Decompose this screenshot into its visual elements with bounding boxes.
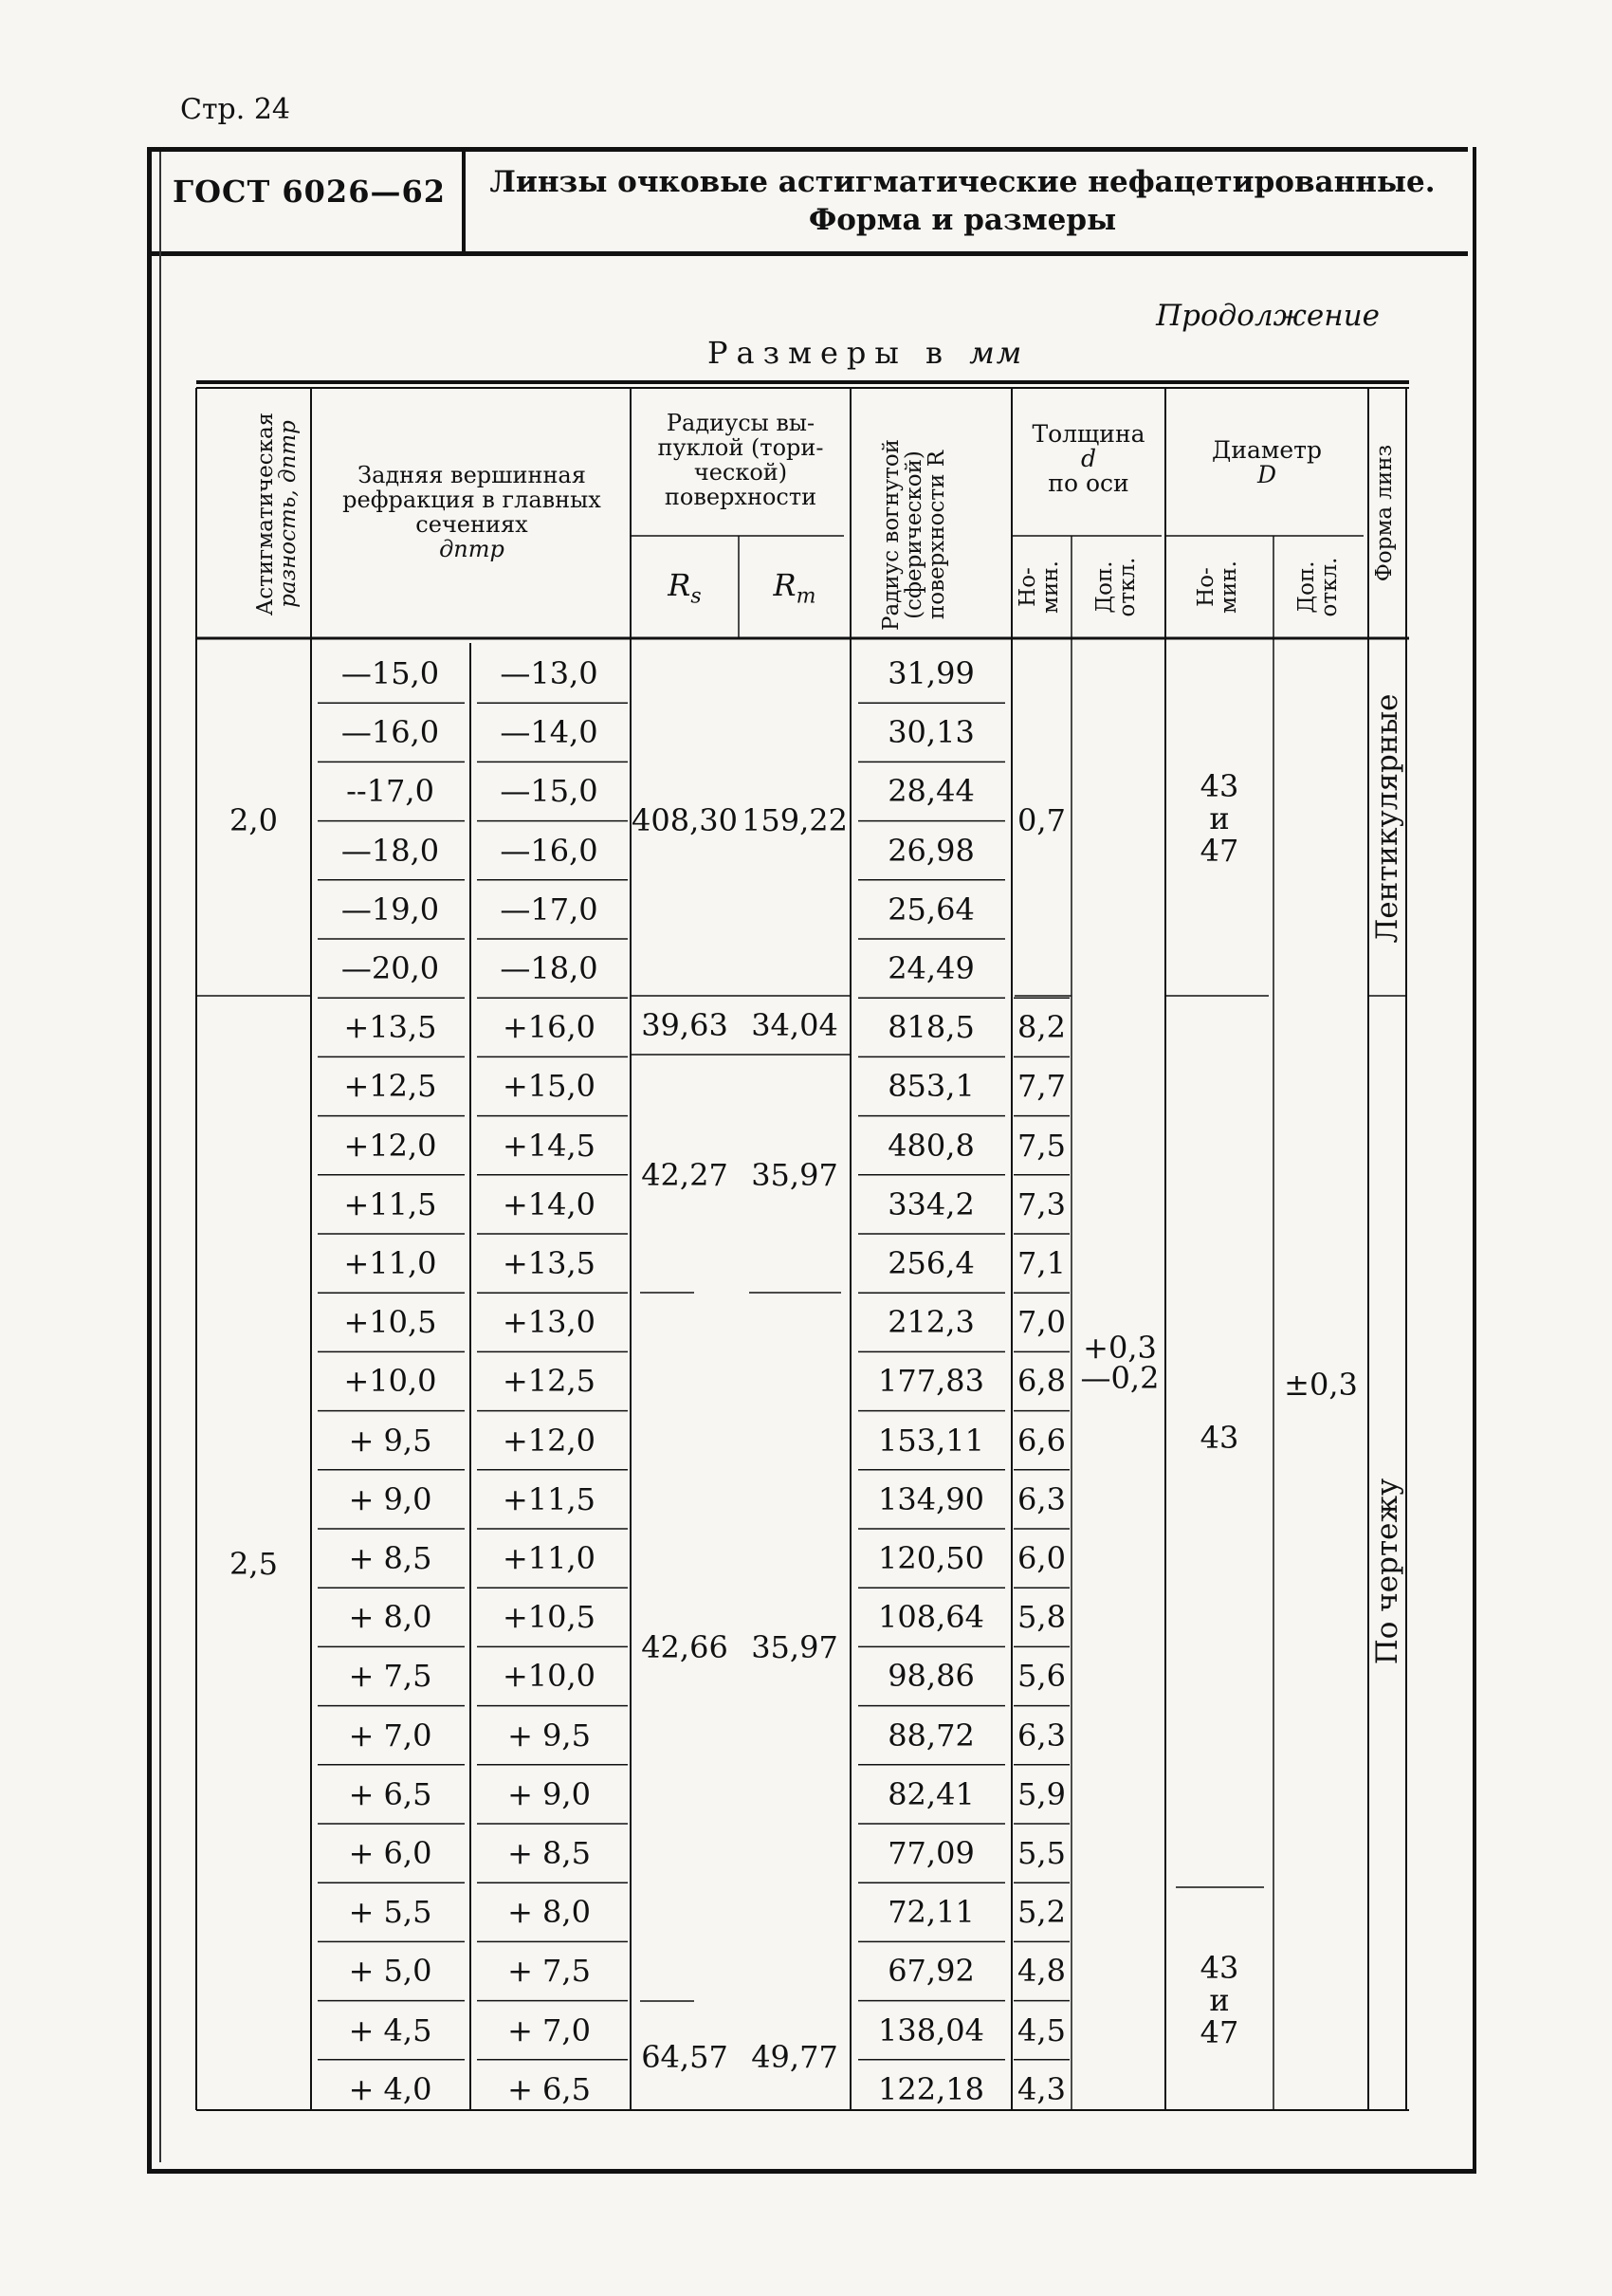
concave-radius-cell: 480,8 (888, 1127, 975, 1164)
header-thickness-nominal-line2: мин. (1038, 560, 1063, 614)
concave-radius-cell: 72,11 (888, 1894, 975, 1931)
rm-value-1: 159,22 (742, 802, 848, 838)
refraction-1-cell: + 6,0 (348, 1835, 432, 1871)
thickness-nominal-merged: 0,7 (1017, 802, 1066, 838)
refraction-2-cell: +13,5 (502, 1245, 596, 1281)
header-astig-line1: Астигматическая (253, 412, 278, 616)
refraction-2-cell: + 9,5 (507, 1717, 591, 1754)
thickness-nominal-cell: 7,3 (1017, 1185, 1066, 1222)
refraction-1-cell: + 7,5 (348, 1658, 432, 1695)
concave-radius-cell: 256,4 (888, 1245, 975, 1281)
rs-value-4: 42,66 (641, 1629, 728, 1665)
header-diameter-nominal-line2: мин. (1217, 560, 1241, 614)
concave-radius-cell: 31,99 (888, 655, 975, 691)
thickness-nominal-cell: 5,5 (1017, 1835, 1066, 1871)
refraction-2-cell: —16,0 (500, 832, 598, 869)
refraction-1-cell: + 8,0 (348, 1599, 432, 1636)
refraction-2-cell: +15,0 (502, 1068, 596, 1105)
thickness-tolerance-plus: +0,3 (1083, 1330, 1157, 1366)
thickness-nominal-cell: 4,5 (1017, 2011, 1066, 2048)
thickness-nominal-cell: 7,5 (1017, 1127, 1066, 1164)
thickness-nominal-cell: 8,2 (1017, 1009, 1066, 1046)
header-diameter-nominal-line1: Но- (1194, 567, 1218, 607)
thickness-nominal-cell: 7,0 (1017, 1304, 1066, 1341)
astig-value-2-5: 2,5 (229, 1546, 278, 1582)
refraction-2-cell: +10,0 (502, 1658, 596, 1695)
refraction-2-cell: +11,0 (502, 1540, 596, 1576)
refraction-2-cell: +16,0 (502, 1009, 596, 1046)
concave-radius-cell: 153,11 (878, 1422, 984, 1459)
thickness-nominal-cell: 6,3 (1017, 1480, 1066, 1517)
header-rs (631, 569, 739, 613)
refraction-2-cell: +13,0 (502, 1304, 596, 1341)
diameter-group-c-line3: 47 (1200, 2014, 1239, 2050)
diameter-group-c-line2: и (1209, 1982, 1230, 2018)
header-rs-sub: s (690, 584, 702, 609)
header-rs-letter: R (668, 567, 691, 603)
diameter-group-a-line1: 43 (1200, 768, 1239, 804)
thickness-nominal-cell: 6,6 (1017, 1422, 1066, 1459)
units-mm: мм (969, 335, 1024, 371)
refraction-1-cell: +12,5 (343, 1068, 437, 1105)
rs-value-1: 408,30 (632, 802, 738, 838)
header-radii (631, 411, 851, 509)
refraction-1-cell: + 4,5 (348, 2011, 432, 2048)
header-diameter-tolerance-line1: Доп. (1294, 560, 1319, 614)
thickness-nominal-cell: 6,8 (1017, 1363, 1066, 1400)
concave-radius-cell: 122,18 (878, 2070, 984, 2107)
concave-radius-cell: 25,64 (888, 891, 975, 928)
refraction-1-cell: —20,0 (340, 950, 440, 986)
concave-radius-cell: 98,86 (888, 1658, 975, 1695)
refraction-1-cell: —15,0 (340, 655, 440, 691)
refraction-2-cell: + 7,0 (507, 2011, 591, 2048)
header-lens-form: Форма линз (1372, 444, 1397, 582)
refraction-2-cell: —18,0 (500, 950, 598, 986)
refraction-2-cell: +14,0 (502, 1185, 596, 1222)
refraction-1-cell: +12,0 (343, 1127, 437, 1164)
concave-radius-cell: 177,83 (878, 1363, 984, 1400)
thickness-tolerance (1074, 1330, 1165, 1396)
concave-radius-cell: 853,1 (888, 1068, 975, 1105)
header-thickness-line3: по оси (1048, 469, 1129, 497)
header-rear-line2: рефракция в главных (342, 487, 601, 513)
refraction-2-cell: + 8,5 (507, 1835, 591, 1871)
header-radii-line3: ческой) (693, 459, 788, 486)
refraction-2-cell: —17,0 (500, 891, 598, 928)
refraction-1-cell: —18,0 (340, 832, 440, 869)
refraction-2-cell: —14,0 (500, 714, 598, 751)
header-diameter-nominal (1195, 531, 1244, 643)
thickness-nominal-cell: 6,3 (1017, 1717, 1066, 1754)
header-concave-radius (880, 416, 954, 653)
concave-radius-cell: 818,5 (888, 1009, 975, 1046)
diameter-group-b: 43 (1200, 1420, 1239, 1456)
concave-radius-cell: 77,09 (888, 1835, 975, 1871)
refraction-2-cell: —13,0 (500, 655, 598, 691)
header-diameter-tolerance-line2: откл. (1317, 557, 1342, 617)
header-rear-refraction (313, 463, 631, 561)
header-diameter-tolerance (1295, 531, 1345, 643)
thickness-nominal-cell: 4,3 (1017, 2070, 1066, 2107)
refraction-2-cell: +11,5 (502, 1480, 596, 1517)
refraction-1-cell: +10,0 (343, 1363, 437, 1400)
header-thickness (1012, 422, 1165, 496)
header-thickness-tolerance-line1: Доп. (1092, 560, 1117, 614)
units-prefix: Размеры в (707, 335, 952, 371)
header-concave-line3: поверхности R (925, 450, 949, 620)
rs-value-5: 64,57 (641, 2039, 728, 2075)
header-thickness-tolerance-line2: откл. (1115, 557, 1140, 617)
lens-form-lenticular: Лентикулярные (1370, 693, 1404, 944)
rm-value-5: 49,77 (751, 2039, 838, 2075)
header-astig (254, 386, 305, 642)
refraction-1-cell: + 5,0 (348, 1953, 432, 1990)
refraction-1-cell: + 8,5 (348, 1540, 432, 1576)
refraction-2-cell: + 7,5 (507, 1953, 591, 1990)
header-radii-line2: пуклой (тори- (657, 434, 824, 461)
refraction-1-cell: —16,0 (340, 714, 440, 751)
thickness-tolerance-minus: —0,2 (1080, 1360, 1160, 1396)
header-thickness-line1: Толщина (1032, 420, 1145, 448)
header-radii-line4: поверхности (664, 484, 817, 510)
refraction-2-cell: + 6,5 (507, 2070, 591, 2107)
concave-radius-cell: 120,50 (878, 1540, 984, 1576)
refraction-2-cell: —15,0 (500, 773, 598, 810)
thickness-nominal-cell: 6,0 (1017, 1540, 1066, 1576)
rs-value-3: 42,27 (641, 1157, 728, 1193)
refraction-1-cell: + 6,5 (348, 1775, 432, 1812)
refraction-1-cell: +11,5 (343, 1185, 437, 1222)
concave-radius-cell: 67,92 (888, 1953, 975, 1990)
refraction-2-cell: +10,5 (502, 1599, 596, 1636)
refraction-1-cell: --17,0 (346, 773, 434, 810)
refraction-2-cell: +12,5 (502, 1363, 596, 1400)
rm-value-4: 35,97 (751, 1629, 838, 1665)
thickness-nominal-cell: 4,8 (1017, 1953, 1066, 1990)
continuation-label: Продолжение (1156, 299, 1380, 333)
diameter-group-c-line1: 43 (1200, 1950, 1239, 1986)
diameter-tolerance: ±0,3 (1284, 1367, 1358, 1403)
diameter-group-a (1165, 770, 1273, 867)
refraction-1-cell: +10,5 (343, 1304, 437, 1341)
header-diameter-line2: D (1256, 461, 1277, 488)
concave-radius-cell: 138,04 (878, 2011, 984, 2048)
refraction-2-cell: +12,0 (502, 1422, 596, 1459)
page-number: Стр. 24 (180, 93, 291, 126)
refraction-1-cell: + 9,5 (348, 1422, 432, 1459)
refraction-1-cell: +13,5 (343, 1009, 437, 1046)
concave-radius-cell: 26,98 (888, 832, 975, 869)
refraction-1-cell: + 9,0 (348, 1480, 432, 1517)
refraction-1-cell: + 4,0 (348, 2070, 432, 2107)
thickness-nominal-cell: 5,6 (1017, 1658, 1066, 1695)
concave-radius-cell: 334,2 (888, 1185, 975, 1222)
header-diameter-line1: Диаметр (1212, 436, 1322, 464)
document-title-line1: Линзы очковые астигматические нефацетированные. (489, 165, 1436, 199)
concave-radius-cell: 108,64 (878, 1599, 984, 1636)
header-rear-line1: Задняя вершинная (357, 462, 586, 488)
thickness-nominal-cell: 5,8 (1017, 1599, 1066, 1636)
thickness-nominal-cell: 5,2 (1017, 1894, 1066, 1931)
concave-radius-cell: 24,49 (888, 950, 975, 986)
header-astig-line2: разность, дптр (276, 420, 301, 608)
diameter-group-c (1165, 1952, 1273, 2048)
header-rear-line3: сечениях (415, 511, 528, 538)
refraction-1-cell: +11,0 (343, 1245, 437, 1281)
rm-value-2: 34,04 (751, 1007, 838, 1043)
header-diameter (1165, 438, 1368, 487)
concave-radius-cell: 134,90 (878, 1480, 984, 1517)
header-rm-sub: m (796, 584, 816, 609)
header-radii-line1: Радиусы вы- (666, 410, 815, 436)
concave-radius-cell: 82,41 (888, 1775, 975, 1812)
concave-radius-cell: 88,72 (888, 1717, 975, 1754)
concave-radius-cell: 212,3 (888, 1304, 975, 1341)
header-concave-line1: Радиус вогнутой (879, 439, 904, 632)
diameter-group-a-line2: и (1209, 800, 1230, 836)
thickness-nominal-cell: 5,9 (1017, 1775, 1066, 1812)
refraction-2-cell: + 9,0 (507, 1775, 591, 1812)
rm-value-3: 35,97 (751, 1157, 838, 1193)
header-thickness-line2: d (1080, 445, 1096, 472)
header-thickness-tolerance (1093, 531, 1143, 643)
refraction-1-cell: + 7,0 (348, 1717, 432, 1754)
astig-value-2-0: 2,0 (229, 802, 278, 838)
concave-radius-cell: 28,44 (888, 773, 975, 810)
header-rear-line4: дптр (439, 536, 504, 562)
refraction-1-cell: —19,0 (340, 891, 440, 928)
thickness-nominal-cell: 7,7 (1017, 1068, 1066, 1105)
header-concave-line2: (сферической) (902, 450, 926, 619)
rs-value-2: 39,63 (641, 1007, 728, 1043)
document-title-line2: Форма и размеры (808, 203, 1117, 237)
refraction-1-cell: + 5,5 (348, 1894, 432, 1931)
refraction-2-cell: +14,5 (502, 1127, 596, 1164)
diameter-group-a-line3: 47 (1200, 833, 1239, 869)
header-rm-letter: R (773, 567, 797, 603)
gost-code: ГОСТ 6026—62 (173, 174, 446, 210)
concave-radius-cell: 30,13 (888, 714, 975, 751)
header-rm (739, 569, 851, 613)
header-thickness-nominal (1017, 531, 1066, 643)
lens-form-drawing: По чертежу (1370, 1478, 1404, 1665)
header-thickness-nominal-line1: Но- (1016, 567, 1040, 607)
refraction-2-cell: + 8,0 (507, 1894, 591, 1931)
thickness-nominal-cell: 7,1 (1017, 1245, 1066, 1281)
